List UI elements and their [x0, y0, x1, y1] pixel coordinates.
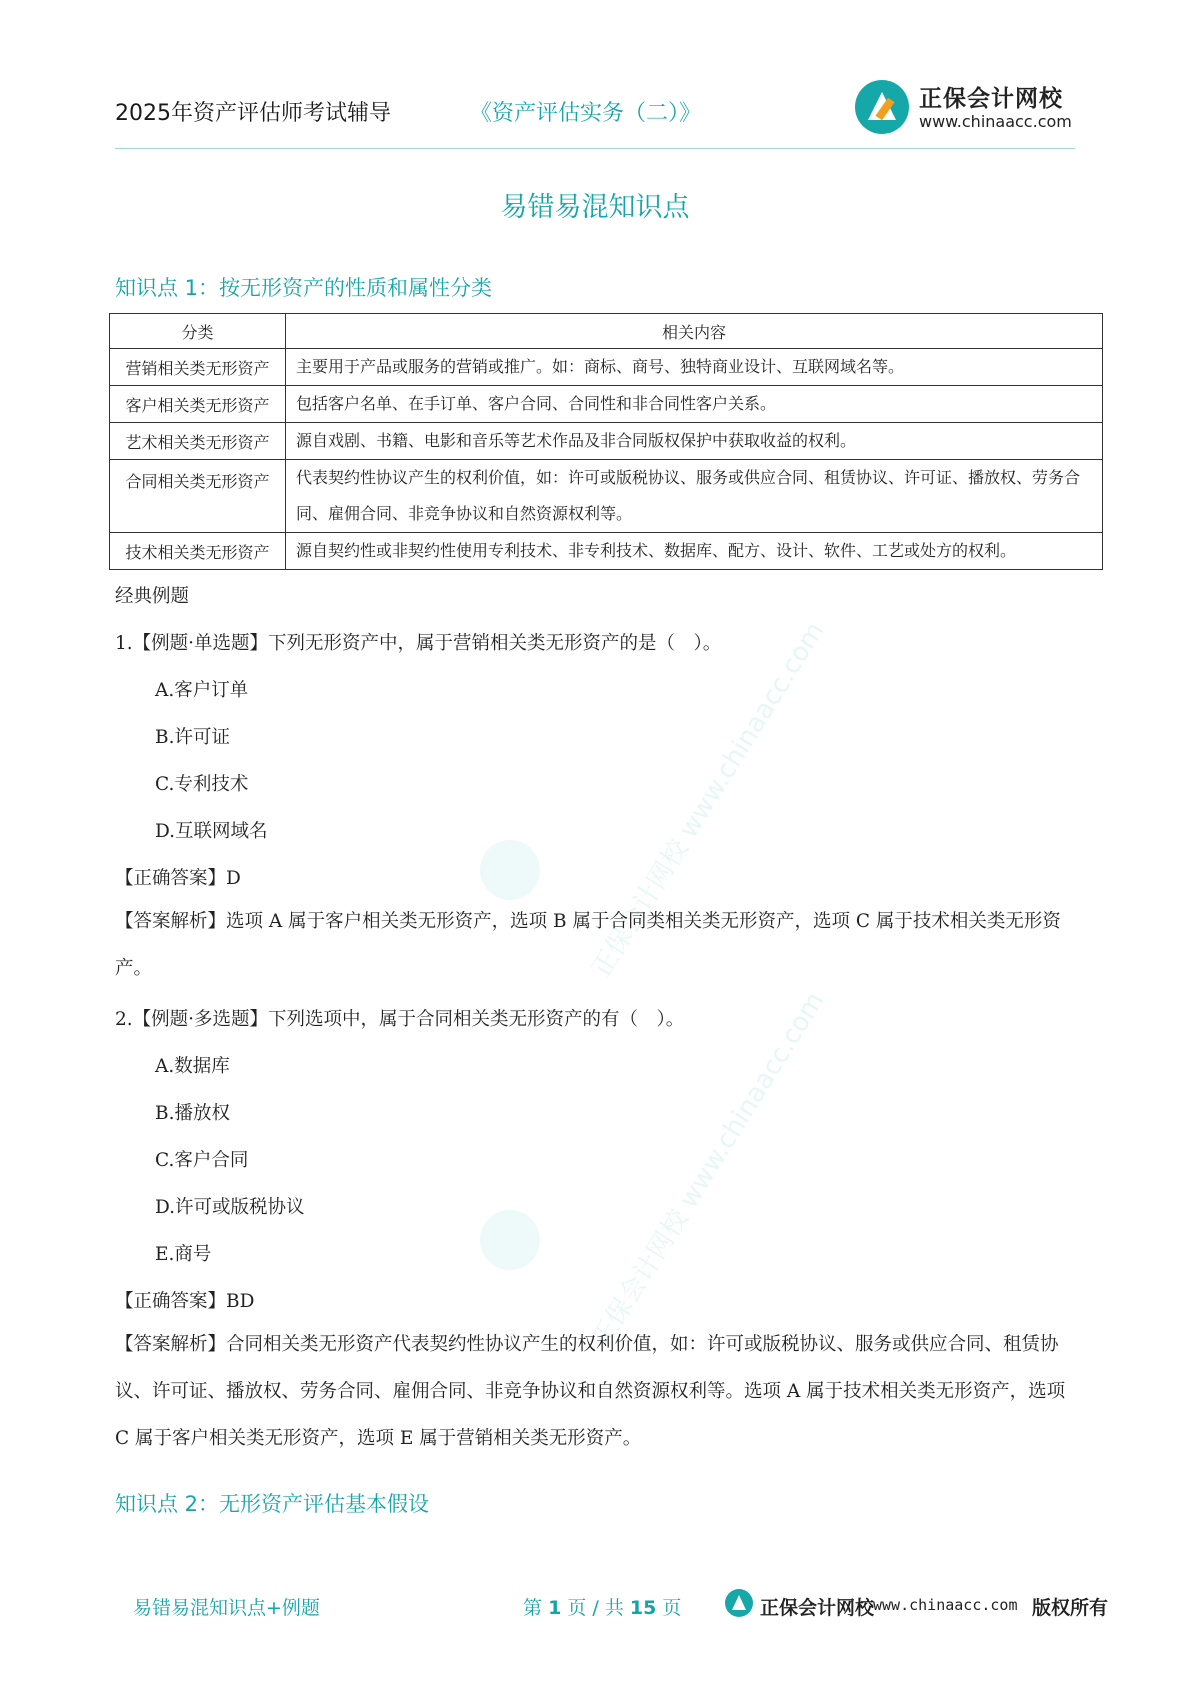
question-2-answer: 【正确答案】BD — [115, 1291, 255, 1312]
watermark — [480, 986, 831, 1353]
question-2-option: A.数据库 — [155, 1056, 230, 1077]
page-prefix: 第 — [523, 1597, 543, 1619]
table-header-category: 分类 — [110, 314, 286, 349]
page-total: 15 — [629, 1597, 657, 1619]
page-footer — [0, 1585, 1190, 1625]
table-cell-category: 合同相关类无形资产 — [110, 460, 286, 533]
table-cell-content: 源自契约性或非契约性使用专利技术、非专利技术、数据库、配方、设计、软件、工艺或处方的权利。 — [286, 533, 1103, 570]
question-2-option: E.商号 — [155, 1244, 212, 1265]
header-course-title: 《资产评估实务（二）》 — [470, 101, 702, 126]
watermark-text: 正保会计网校 www.chinaacc.com — [586, 986, 831, 1353]
section-title-2: 知识点 2：无形资产评估基本假设 — [115, 1492, 430, 1516]
table-cell-category: 营销相关类无形资产 — [110, 349, 286, 386]
logo-url: www.chinaacc.com — [919, 112, 1072, 131]
table-cell-content: 代表契约性协议产生的权利价值，如：许可或版税协议、服务或供应合同、租赁协议、许可证、播放权、劳务合同、雇佣合同、非竞争协议和自然资源权利等。 — [286, 460, 1103, 533]
table-row — [110, 349, 1103, 386]
page-header — [115, 70, 1075, 149]
watermark-logo-icon — [480, 840, 540, 900]
table-header-row — [110, 314, 1103, 349]
header-exam-title: 2025年资产评估师考试辅导 — [115, 101, 391, 126]
question-1-analysis: 【答案解析】选项 A 属于客户相关类无形资产，选项 B 属于合同类相关类无形资产，选项 C 属于技术相关类无形资产。 — [115, 911, 1061, 979]
watermark-text: 正保会计网校 www.chinaacc.com — [586, 616, 831, 983]
question-2-option: D.许可或版税协议 — [155, 1197, 305, 1218]
question-1-answer: 【正确答案】D — [115, 868, 241, 889]
question-1-stem: 1.【例题·单选题】下列无形资产中，属于营销相关类无形资产的是（ ）。 — [115, 633, 722, 654]
question-2-analysis: 【答案解析】合同相关类无形资产代表契约性协议产生的权利价值，如：许可或版税协议、服务或供应合同、租赁协议、许可证、播放权、劳务合同、雇佣合同、非竞争协议和自然资源权利等。选项 A 属于技术相关类无形资产，选项 C 属于客户相关类无形资产，选项 E 属于营销相关类无形资产。 — [115, 1334, 1066, 1449]
table-cell-category: 艺术相关类无形资产 — [110, 423, 286, 460]
table-row — [110, 386, 1103, 423]
watermark — [480, 616, 831, 983]
question-1-option: D.互联网域名 — [155, 821, 268, 842]
table-cell-content: 主要用于产品或服务的营销或推广。如：商标、商号、独特商业设计、互联网域名等。 — [286, 349, 1103, 386]
page-suffix: 页 — [662, 1597, 682, 1619]
page-indicator — [523, 1593, 681, 1620]
watermark-logo-icon — [480, 1210, 540, 1270]
footer-doc-label: 易错易混知识点+例题 — [133, 1597, 320, 1619]
document-title: 易错易混知识点 — [500, 192, 690, 223]
question-2-option: B.播放权 — [155, 1103, 230, 1124]
table-row — [110, 423, 1103, 460]
footer-url[interactable]: www.chinaacc.com — [873, 1596, 1018, 1614]
table-cell-category: 客户相关类无形资产 — [110, 386, 286, 423]
table-cell-category: 技术相关类无形资产 — [110, 533, 286, 570]
footer-rights: 版权所有 — [1032, 1597, 1109, 1619]
question-2-stem: 2.【例题·多选题】下列选项中，属于合同相关类无形资产的有（ ）。 — [115, 1009, 685, 1030]
table-cell-content: 源自戏剧、书籍、电影和音乐等艺术作品及非合同版权保护中获取收益的权利。 — [286, 423, 1103, 460]
table-header-content: 相关内容 — [286, 314, 1103, 349]
footer-logo-icon — [725, 1589, 753, 1617]
brand-logo[interactable] — [855, 76, 1072, 138]
examples-label: 经典例题 — [115, 586, 190, 607]
question-2-option: C.客户合同 — [155, 1150, 249, 1171]
question-1-option: B.许可证 — [155, 727, 230, 748]
table-row — [110, 460, 1103, 533]
classification-table — [109, 313, 1103, 570]
logo-icon — [855, 80, 909, 134]
section-title-1: 知识点 1：按无形资产的性质和属性分类 — [115, 276, 493, 300]
logo-name: 正保会计网校 — [919, 86, 1063, 112]
question-1-option: A.客户订单 — [155, 680, 249, 701]
page-middle: 页 / 共 — [567, 1597, 624, 1619]
table-cell-content: 包括客户名单、在手订单、客户合同、合同性和非合同性客户关系。 — [286, 386, 1103, 423]
page-current: 1 — [548, 1597, 562, 1619]
question-1-option: C.专利技术 — [155, 774, 249, 795]
table-row — [110, 533, 1103, 570]
footer-brand: 正保会计网校 — [760, 1597, 875, 1619]
